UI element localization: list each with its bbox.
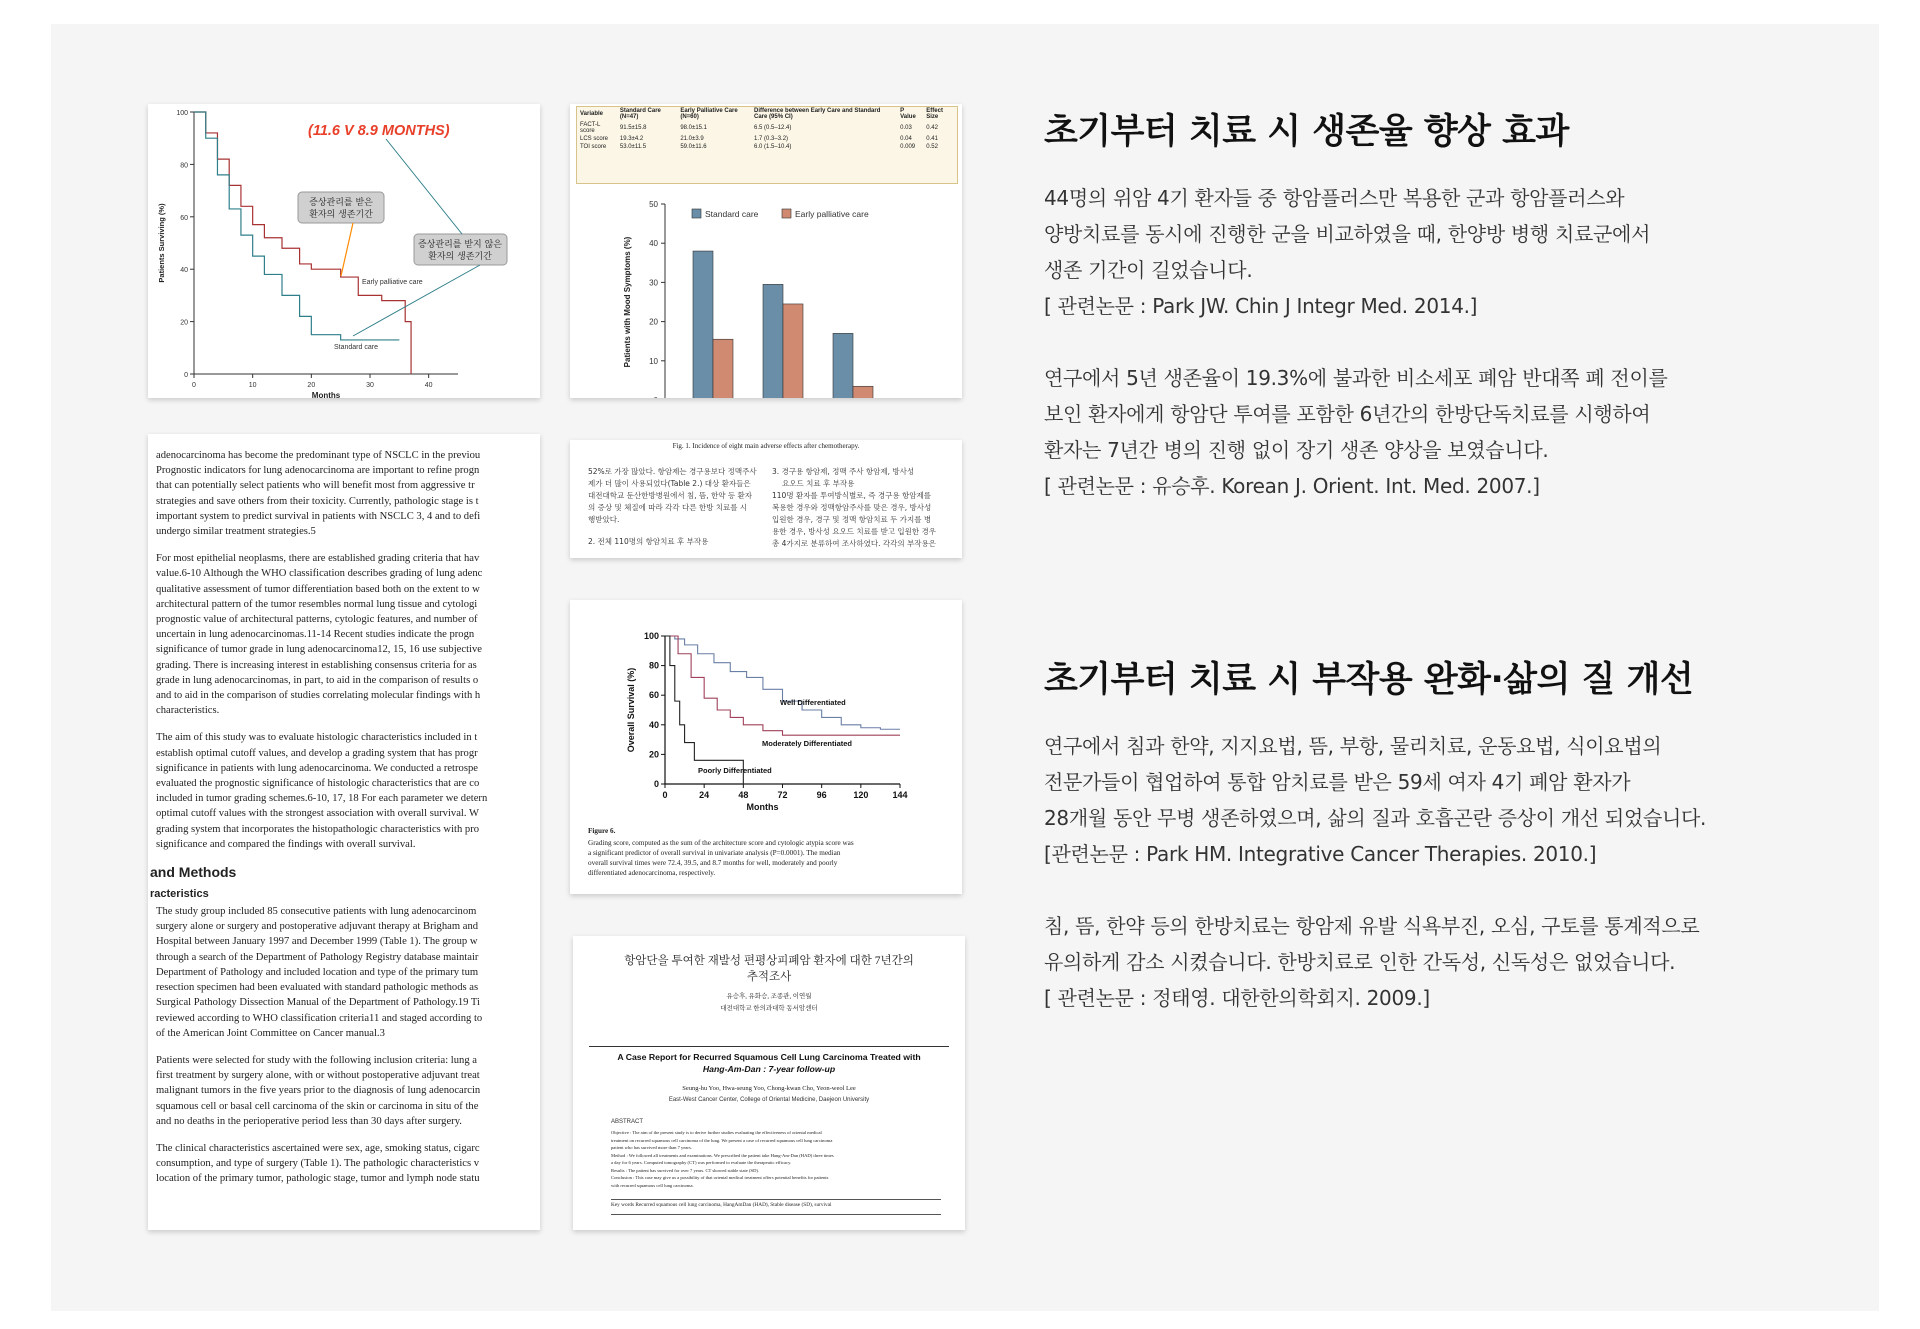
y-tick-label: 40 (180, 267, 188, 275)
adverse-col1-line: 대전대학교 둔산한방병원에서 침, 뜸, 한약 등 환자 (588, 491, 752, 500)
y-axis-title: Patients Surviving (%) (157, 203, 166, 283)
callout-treated-line: 증상관리를 받은 (309, 198, 373, 208)
legend-early-swatch (782, 209, 791, 218)
section2-title: 초기부터 치료 시 부작용 완화·삶의 질 개선 (1044, 660, 1694, 700)
adverse-col1-line: 제가 더 많이 사용되었다(Table 2.) 대상 환자들은 (588, 479, 751, 488)
section1-ref1: [ 관련논문 : Park JW. Chin J Integr Med. 2014.] (1044, 294, 1478, 318)
case-divider-kw (611, 1199, 941, 1200)
y-tick-label (654, 396, 659, 398)
adverse-col2-line: 복용한 경우와 정맥항암주사를 맞은 경우, 방사성 (772, 503, 932, 512)
callout-treated-arrow (341, 223, 353, 276)
y-tick-label: 60 (180, 214, 188, 222)
y-tick-label: 30 (649, 278, 658, 288)
adverse-col2-line: 총 4가지로 분류하여 조사하였다. 각각의 부작용은 (772, 539, 936, 548)
section2-line: 전문가들이 협업하여 통합 암치료를 받은 59세 여자 4기 폐암 환자가 (1044, 770, 1631, 794)
adverse-col2-line: 110명 환자를 투여방식별로, 즉 경구용 항암제를 (772, 491, 932, 500)
grading-caption-line: overall survival times were 72.4, 39.5, and 8.7 months for well, moderately and poorly (588, 859, 838, 867)
mood-table-cell: 53.0±11.5 (619, 144, 647, 150)
adverse-caption: Fig. 1. Incidence of eight main adverse effects after chemotherapy. (672, 442, 860, 450)
adverse-col1-line: 52%로 가장 많았다. 항암제는 경구용보다 정맥주사 (588, 467, 757, 476)
x-tick-label: 0 (662, 790, 668, 800)
section2-line: 28개월 동안 무병 생존하였으며, 삶의 질과 호흡곤란 증상이 개선 되었습니다. (1044, 806, 1707, 830)
early-care-bar (713, 339, 733, 398)
x-tick-label: 20 (307, 382, 316, 389)
standard-care-bar (763, 284, 783, 398)
y-tick-label: 80 (648, 660, 659, 671)
survival-figure-card (148, 104, 540, 398)
mood-table-cell: 0.52 (926, 144, 938, 150)
callout-untreated-arrow-bottom (353, 265, 480, 336)
mood-table-cell: TOI score (580, 144, 607, 150)
mood-table-header-cell: Standard Care (N=47) (619, 108, 661, 120)
x-tick-label: 0 (192, 382, 196, 389)
y-tick-label: 20 (180, 319, 188, 327)
grading-caption-title: Figure 6. (588, 827, 616, 835)
article-heading: and Methods (150, 864, 237, 881)
y-tick-label: 100 (643, 631, 659, 641)
y-tick-label: 100 (176, 110, 188, 117)
adverse-excerpt-card (570, 440, 962, 558)
mood-bar-chart (570, 184, 962, 398)
article-paragraph: Patients were selected for study with the following inclusion criteria: lung a first treatment by surgery alone, with or without postoperative adjuvant treat malignant tumors in the five years prior to the diagnosis of lung adenocarcin squamous cell or basal cell carcinoma of the skin or carcinoma in situ of the and no deaths in the perioperative period less than 30 days after surgery. (156, 1054, 481, 1127)
x-tick-label: 144 (892, 790, 908, 800)
well-differentiated-curve (665, 636, 900, 729)
legend-standard-label: Standard care (705, 209, 759, 219)
standard-care-bar (693, 251, 713, 398)
x-tick-label: 40 (424, 382, 433, 389)
adverse-col1 (588, 466, 768, 548)
grading-caption (588, 826, 958, 878)
case-title-en-1: A Case Report for Recurred Squamous Cell Lung Carcinoma Treated with (617, 1052, 921, 1062)
early-care-bar (783, 304, 803, 398)
y-tick-label: 50 (649, 200, 658, 209)
mood-table-header (577, 107, 957, 121)
case-abstract-label: ABSTRACT (611, 1119, 644, 1125)
mood-table-cell: 0.03 (900, 125, 912, 131)
mood-table-row (577, 143, 957, 151)
case-authors-en: Seung-hu Yoo, Hwa-seung Yoo, Chong-kwan Cho, Yeon-weol Lee (682, 1085, 856, 1092)
x-tick-label: 72 (777, 790, 788, 800)
section1-line: 환자는 7년간 병의 진행 없이 장기 생존 양상을 보였습니다. (1044, 438, 1549, 462)
mood-table-cell: LCS score (580, 136, 609, 142)
case-abstract-line: Results : The patient has survived for over 7 years. CT showed stable state (SD). (611, 1167, 760, 1173)
y-tick-label: 10 (649, 356, 658, 366)
mood-table-cell: 91.5±15.8 (619, 125, 647, 131)
moderately-differentiated-curve (665, 636, 900, 735)
well-label: Well Differentiated (780, 698, 846, 707)
article-excerpt-card (148, 434, 540, 1230)
case-abstract-line: Objective : The aim of the present study is to derive further studies evaluating the effectiveness of oriental medical (611, 1130, 822, 1135)
early-care-curve (194, 112, 411, 374)
mood-table-cell: 0.009 (900, 144, 916, 150)
case-abstract-line: treatment on recurred squamous cell carcinoma of the lung. We present a case of recurred squamous cell lung carcinoma (611, 1137, 833, 1143)
section2-line: 연구에서 침과 한약, 지지요법, 뜸, 부항, 물리치료, 운동요법, 식이요법의 (1044, 734, 1662, 758)
article-paragraph: The clinical characteristics ascertained were sex, age, smoking status, cigarc consumption, and type of surgery (Table 1). The pathologic characteristics v location of the primary tumor, pathologic stage, tumor and lymph node statu (156, 1142, 480, 1185)
section2-body (1044, 728, 1844, 1016)
early-care-bar (853, 386, 873, 398)
case-abstract-line: with recurred squamous cell lung carcinoma. (611, 1182, 694, 1188)
mood-table-header-cell: Early Palliative Care (N=60) (680, 108, 738, 120)
early-care-label: Early palliative care (362, 279, 423, 286)
section1-line: 양방치료를 동시에 진행한 군을 비교하였을 때, 한양방 병행 치료군에서 (1044, 222, 1651, 246)
mood-table-cell: 0.04 (900, 136, 912, 142)
y-tick-label: 20 (648, 749, 659, 760)
mood-table-cell: 6.0 (1.5–10.4) (754, 144, 792, 150)
callout-untreated-line: 환자의 생존기간 (428, 252, 492, 262)
mood-table-cell: 59.0±11.6 (680, 144, 707, 150)
grading-caption-line: Grading score, computed as the sum of the architecture score and cytologic atypia score was (588, 839, 854, 847)
section2-line: 유의하게 감소 시켰습니다. 한방치료로 인한 간독성, 신독성은 없었습니다. (1044, 950, 1676, 974)
adverse-col2-heading2: 요오드 치료 후 부작용 (782, 479, 855, 488)
standard-care-curve (194, 112, 399, 340)
case-title-ko-2: 추적조사 (746, 971, 792, 983)
section1-line: 보인 환자에게 항암단 투여를 포함한 6년간의 한방단독치료를 시행하여 (1044, 402, 1651, 426)
case-abstract-line: patient who has survived more than 7 years. (611, 1145, 692, 1150)
adverse-col2-line: 용한 경우, 방사성 요오드 치료를 받고 입원한 경우 (772, 527, 936, 536)
mood-table-cell: 0.42 (926, 125, 938, 131)
callout-treated-line: 환자의 생존기간 (309, 210, 373, 220)
case-abstract-line: a day for 6 years. Computed tomography (CT) was performed to evaluate the therapeutic efficacy. (611, 1160, 792, 1165)
article-paragraph: The study group included 85 consecutive patients with lung adenocarcinom surgery alone or surgery and postoperative adjuvant therapy at Brigham and Hospital between January 1997 and December 1999 (Table 1). The group w through a search of the Department of Pathology Registry database maintair Department of Pathology and included location and type of the primary tum resection specimen had been evaluated with standard pathologic methods as Surgical Pathology Dissection Manual of the Department of Pathology.19 Ti reviewed according to WHO classification criteria11 and staged according to of the American Joint Committee on Cancer manual.3 (156, 906, 483, 1039)
section1-title: 초기부터 치료 시 생존율 향상 효과 (1044, 112, 1569, 152)
article-subheading: racteristics (150, 888, 209, 901)
section1-line: 연구에서 5년 생존율이 19.3%에 불과한 비소세포 폐암 반대쪽 폐 전이를 (1044, 366, 1668, 390)
x-tick-label: 96 (816, 790, 827, 800)
case-title-en-2: Hang-Am-Dan : 7-year follow-up (702, 1064, 836, 1074)
y-tick-label: 80 (180, 162, 188, 170)
y-axis-title: Overall Survival (%) (626, 667, 636, 753)
y-tick-label: 0 (653, 779, 659, 789)
section1-ref2: [ 관련논문 : 유승후. Korean J. Orient. Int. Med. 2007.] (1044, 474, 1540, 498)
adverse-col2-heading: 3. 경구용 항암제, 정맥 주사 항암제, 방사성 (772, 467, 915, 476)
legend-standard-swatch (692, 209, 701, 218)
section2-ref1: [관련논문 : Park HM. Integrative Cancer Therapies. 2010.] (1044, 842, 1597, 866)
x-tick-label: 10 (248, 382, 257, 389)
mood-table-header-cell: Effect Size (926, 108, 943, 120)
y-axis-title: Patients with Mood Symptoms (%) (623, 236, 632, 368)
section2-line: 침, 뜸, 한약 등의 한방치료는 항암제 유발 식욕부진, 오심, 구토를 통계적으로 (1044, 914, 1700, 938)
case-abstract (611, 1129, 951, 1189)
case-authors-ko: 유승후, 유화승, 조종관, 이연월 (726, 993, 812, 1000)
adverse-col1-heading: 2. 전체 110명의 항암치료 후 부작용 (588, 537, 709, 546)
article-text (150, 448, 540, 1187)
survival-headline: (11.6 V 8.9 MONTHS) (308, 123, 450, 139)
grading-caption-line: differentiated adenocarcinoma, respectively. (588, 869, 716, 877)
callout-untreated-arrow-top (386, 139, 462, 234)
standard-care-label: Standard care (334, 344, 378, 351)
case-title-ko-1: 항암단을 투여한 재발성 편평상피폐암 환자에 대한 7년간의 (624, 955, 914, 967)
callout-untreated-line: 증상관리를 받지 않은 (418, 240, 502, 250)
mood-table-cell: FACT-L score (580, 122, 601, 134)
poor-label: Poorly Differentiated (698, 766, 772, 775)
x-axis-title: Months (746, 802, 779, 812)
mood-table-header-cell: P Value (900, 108, 916, 120)
mood-table-header-cell: Difference between Early Care and Standard Care (95% CI) (754, 108, 881, 120)
y-tick-label: 40 (649, 239, 658, 249)
mood-table-cell: 19.3±4.2 (619, 136, 644, 142)
adverse-col1-line: 행받았다. (588, 515, 620, 524)
adverse-col2-line: 입원한 경우, 경구 및 정맥 항암치료 두 가지를 병 (772, 515, 932, 524)
section1-line: 44명의 위암 4기 환자들 중 항암플러스만 복용한 군과 항암플러스와 (1044, 186, 1625, 210)
mood-table-row (577, 135, 957, 143)
case-divider-top (589, 1046, 949, 1047)
grading-figure-card (570, 600, 962, 894)
mood-table-row (577, 121, 957, 135)
grading-survival-chart (570, 600, 962, 820)
y-tick-label: 20 (649, 317, 658, 327)
article-paragraph: For most epithelial neoplasms, there are established grading criteria that hav value.6-10 Although the WHO classification describes grading of lung adenc qualitative assessment of tumor differentiation based both on the extent to w architectural pattern of the tumor resembles normal lung tissue and cytologi prognostic value of architectural patterns, cytologic features, and number of uncertain in lung adenocarcinomas.11-14 Recent studies indicate the progn significance of tumor grade in lung adenocarcinoma12, 15, 16 use subjective grading. There is increasing interest in establishing consensus criteria for as grade in lung adenocarcinomas, in part, to aid in the comparison of results o and to aid in the comparison of studies correlating molecular findings with h characteristics. (156, 553, 483, 717)
mood-table-cell: 6.5 (0.5–12.4) (754, 125, 792, 131)
standard-care-bar (833, 333, 853, 398)
article-paragraph: The aim of this study was to evaluate histologic characteristics included in t establish optimal cutoff values, and develop a grading system that has progr significance in patients with lung adenocarcinoma. We conducted a retrospe evaluated the prognostic significance of histologic characteristics that are co included in tumor grading schemes.6-10, 17, 18 For each parameter we detern optimal cutoff values with the strongest association with overall survival. W grading system that incorporates the histopathologic characteristics with pro significance and compared the findings with overall survival. (156, 732, 488, 850)
y-tick-label: 60 (648, 690, 659, 701)
case-divider-bottom (611, 1214, 941, 1215)
x-tick-label: 120 (853, 790, 869, 800)
moderate-label: Moderately Differentiated (762, 739, 853, 748)
mood-table (577, 107, 957, 151)
adverse-col1-line: 의 증상 및 체질에 따라 각각 다른 한방 치료를 시 (588, 503, 748, 512)
section1-body (1044, 180, 1844, 504)
x-tick-label: 24 (699, 790, 710, 800)
adverse-col2 (772, 466, 952, 550)
mood-table-cell: 0.41 (926, 136, 938, 142)
mood-table-cell: 21.0±3.9 (680, 136, 704, 142)
y-tick-label: 0 (184, 372, 188, 379)
case-keywords: Key words Recurred squamous cell lung carcinoma, HangAmDan (HAD), Stable disease (SD), survival (611, 1202, 832, 1208)
mood-table-wrap (576, 106, 958, 184)
case-abstract-line: Conclusion : This case may give us a possibility of that oriental medical treatment offers potential benefits for patients (611, 1175, 829, 1180)
grading-caption-line: a significant predictor of overall survival in univariate analysis (P=0.0001). The median (588, 849, 841, 857)
mood-table-header-cell: Variable (580, 111, 604, 117)
case-abstract-line: Method : We followed all treatments and examinations. We prescribed the patient take Hang-Am-Dan (HAD) three times (611, 1152, 834, 1158)
case-report-card (573, 936, 965, 1230)
case-affil-ko: 대전대학교 한의과대학 동서암센터 (720, 1005, 818, 1012)
x-tick-label: 48 (738, 790, 749, 800)
x-tick-label: 30 (366, 382, 374, 389)
section1-line: 생존 기간이 길었습니다. (1044, 258, 1253, 282)
mood-table-cell: 98.0±15.1 (680, 125, 707, 131)
y-tick-label: 40 (648, 719, 659, 730)
section2-ref2: [ 관련논문 : 정태영. 대한한의학회지. 2009.] (1044, 986, 1430, 1010)
legend-early-label: Early palliative care (795, 209, 869, 219)
x-axis-title: Months (311, 391, 341, 398)
article-paragraph: adenocarcinoma has become the predominant type of NSCLC in the previou Prognostic indicators for lung adenocarcinoma are important to refine progn that can potentially select patients who will benefit most from aggressive tr strategies and save others from their toxicity. Currently, pathologic stage is t important system to predict survival in patients with NSCLC 3, 4 and to defi undergo similar treatment strategies.5 (156, 450, 481, 538)
mood-table-cell: 1.7 (0.3–3.2) (754, 136, 789, 142)
case-affil-en: East-West Cancer Center, College of Oriental Medicine, Daejeon University (668, 1097, 870, 1103)
mood-figure-card (570, 104, 962, 398)
survival-curve-chart (148, 104, 540, 398)
